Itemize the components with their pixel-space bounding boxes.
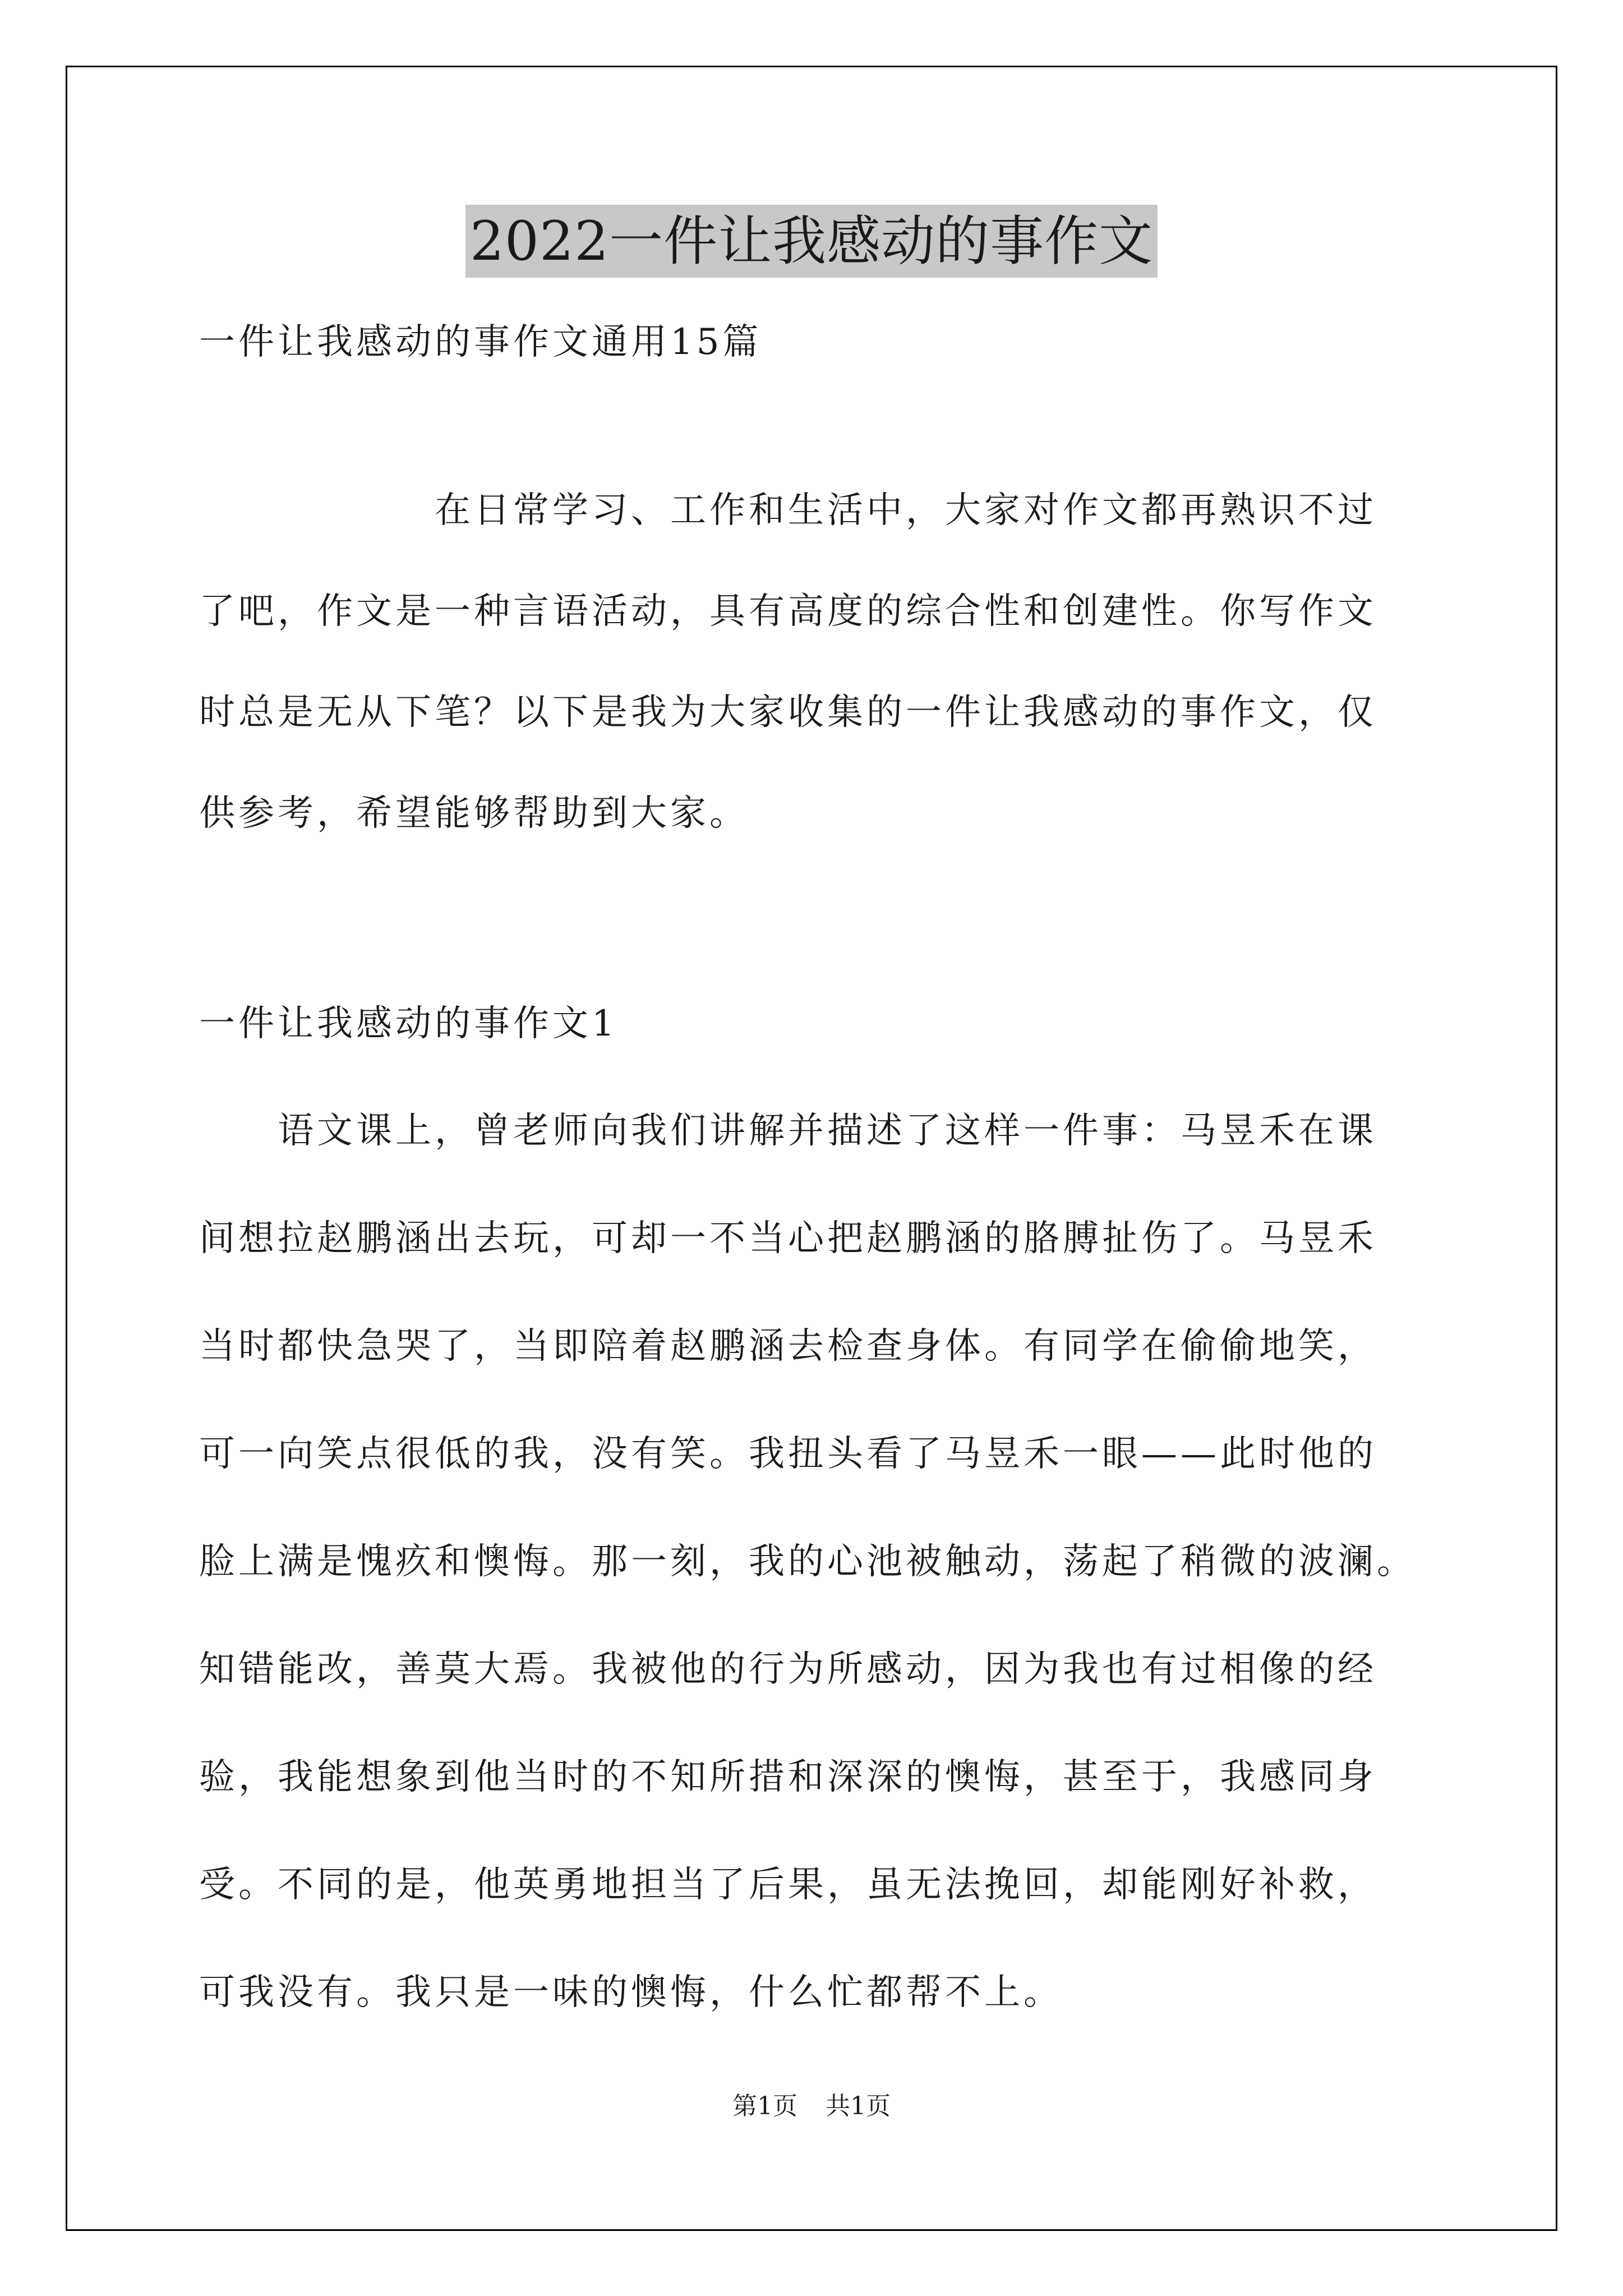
paragraph-line: 可一向笑点很低的我，没有笑。我扭头看了马昱禾一眼——此时他的 <box>199 1433 1377 1475</box>
intro-line: 时总是无从下笔？以下是我为大家收集的一件让我感动的事作文，仅 <box>199 692 1377 733</box>
document-title: 2022一件让我感动的事作文 <box>465 205 1158 278</box>
paragraph-line: 间想拉赵鹏涵出去玩，可却一不当心把赵鹏涵的胳膊扯伤了。马昱禾 <box>199 1218 1377 1259</box>
essay-paragraph <box>199 1077 1438 2046</box>
paragraph-line-text: 语文课上，曾老师向我们讲解并描述了这样一件事：马昱禾在课 <box>278 1110 1377 1152</box>
page-number-current: 第1页 <box>732 2092 797 2120</box>
intro-line <box>199 460 1438 561</box>
paragraph-line: 验，我能想象到他当时的不知所措和深深的懊悔，甚至于，我感同身 <box>199 1756 1377 1798</box>
intro-line-text: 在日常学习、工作和生活中，大家对作文都再熟识不过 <box>435 490 1377 531</box>
intro-line: 供参考，希望能够帮助到大家。 <box>199 793 749 834</box>
page-number-total: 共1页 <box>826 2092 891 2120</box>
paragraph-line: 受。不同的是，他英勇地担当了后果，虽无法挽回，却能刚好补救， <box>199 1864 1377 1906</box>
paragraph-line: 知错能改，善莫大焉。我被他的行为所感动，因为我也有过相像的经 <box>199 1649 1377 1690</box>
paragraph-line <box>199 1077 1438 1185</box>
paragraph-line: 当时都快急哭了，当即陪着赵鹏涵去检查身体。有同学在偷偷地笑， <box>199 1326 1377 1367</box>
page-footer <box>0 2090 1623 2123</box>
title-container <box>0 205 1623 278</box>
intro-line: 了吧，作文是一种言语活动，具有高度的综合性和创建性。你写作文 <box>199 591 1377 632</box>
section-heading: 一件让我感动的事作文1 <box>199 1003 618 1045</box>
paragraph-line: 可我没有。我只是一味的懊悔，什么忙都帮不上。 <box>199 1972 1063 2013</box>
document-subtitle: 一件让我感动的事作文通用15篇 <box>199 321 762 363</box>
paragraph-line: 脸上满是愧疚和懊悔。那一刻，我的心池被触动，荡起了稍微的波澜。 <box>199 1541 1416 1582</box>
intro-paragraph <box>199 460 1438 864</box>
